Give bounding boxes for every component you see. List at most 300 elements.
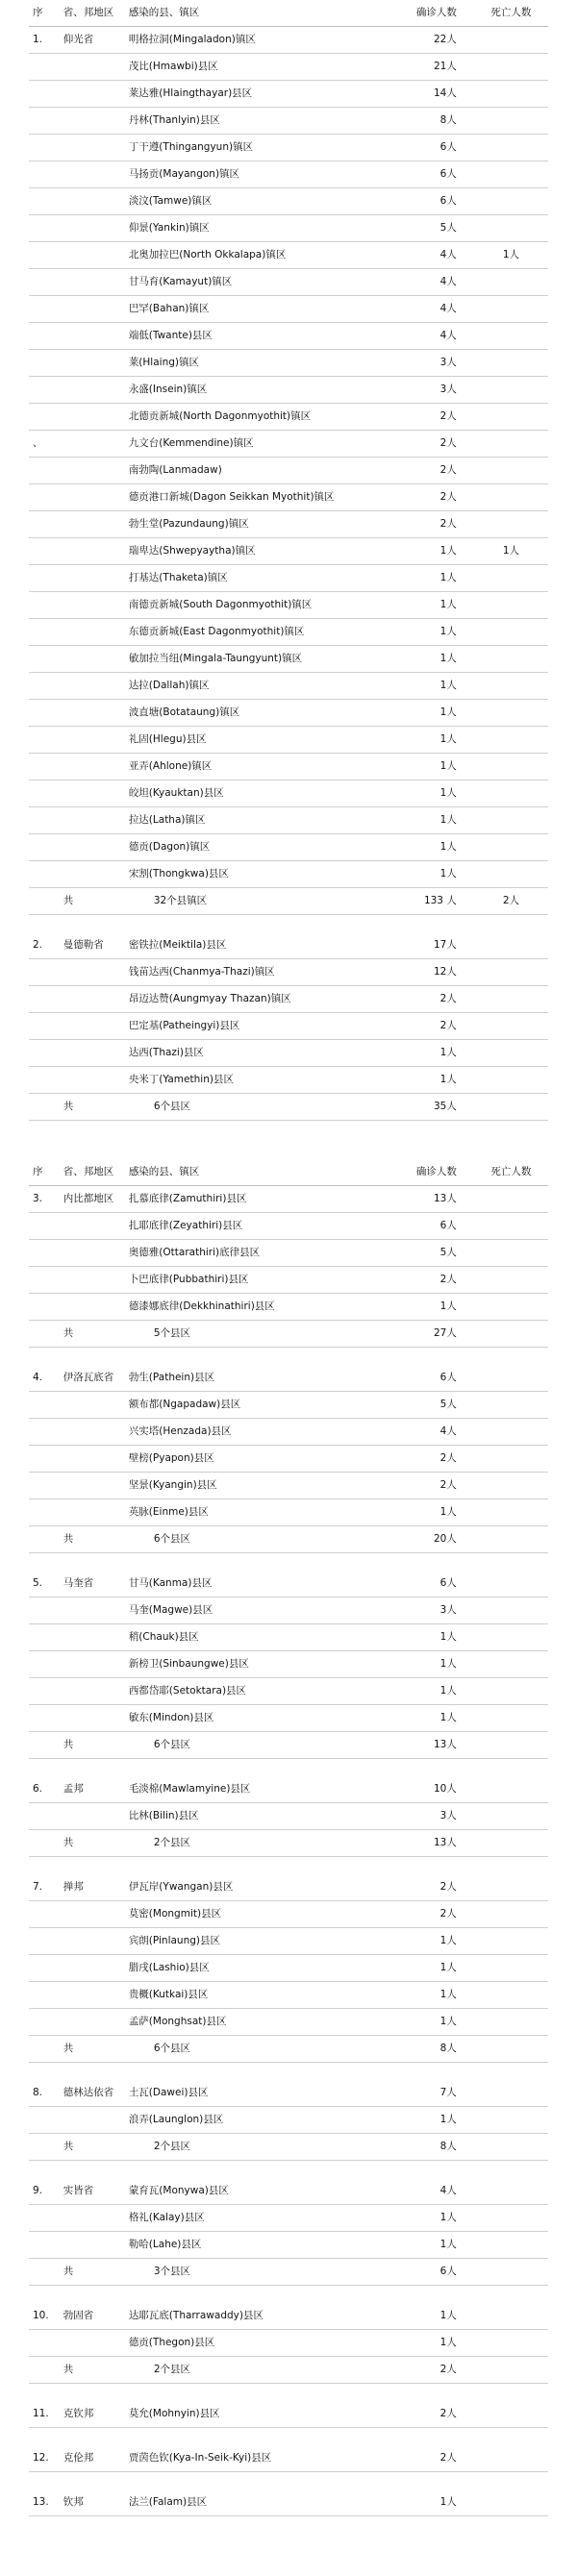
table-row [29,511,548,538]
spacer-cell [125,2472,407,2490]
spacer-row [29,2063,548,2081]
spacer-cell [29,1857,60,1875]
row-region [60,377,125,404]
row-confirmed: 4人 [407,242,474,269]
row-seq [29,81,60,108]
row-region [60,1392,125,1419]
table-row [29,1928,548,1955]
header-seq: 序 [29,0,60,27]
row-confirmed: 6人 [407,1365,474,1392]
row-seq: 1. [29,27,60,54]
row-township: 达拉(Dallah)镇区 [125,673,407,700]
row-deaths [474,1473,548,1499]
row-region [60,538,125,565]
row-deaths [474,484,548,511]
row-township: 淡汶(Tamwe)镇区 [125,188,407,215]
row-confirmed: 1人 [407,592,474,619]
row-township: 宋割(Thongkwa)县区 [125,861,407,888]
spacer-cell [474,2286,548,2304]
spacer-cell [474,1348,548,1366]
spacer-row [29,1348,548,1366]
total-spacer [29,1732,60,1759]
row-seq [29,1678,60,1705]
total-confirmed: 133 人 [407,888,474,915]
row-seq [29,754,60,780]
spacer-cell [29,2428,60,2446]
table-row [29,350,548,377]
row-deaths [474,646,548,673]
spacer-row [29,2384,548,2402]
spacer-row [29,2161,548,2179]
row-township: 马扬贡(Mayangon)镇区 [125,161,407,188]
row-deaths [474,673,548,700]
row-township: 莱(Hlaing)镇区 [125,350,407,377]
row-seq [29,2232,60,2259]
table-row [29,727,548,754]
row-deaths [474,619,548,646]
row-deaths: 1人 [474,538,548,565]
row-deaths [474,2009,548,2036]
row-deaths [474,1186,548,1213]
row-township: 额布都(Ngapadaw)县区 [125,1392,407,1419]
row-region [60,1419,125,1446]
row-seq: 11. [29,2401,60,2428]
table-row [29,1803,548,1830]
total-label: 共 [60,888,125,915]
row-deaths [474,2303,548,2330]
row-township: 仰景(Yankin)镇区 [125,215,407,242]
row-township: 巴定基(Patheingyi)县区 [125,1013,407,1040]
row-seq [29,2009,60,2036]
table-row [29,1365,548,1392]
cases-table-body [29,0,548,2516]
row-region: 克钦邦 [60,2401,125,2428]
row-township: 勒哈(Lahe)县区 [125,2232,407,2259]
row-confirmed: 17人 [407,932,474,959]
row-deaths [474,1446,548,1473]
row-seq [29,296,60,323]
spacer-row [29,1121,548,1160]
row-region [60,1678,125,1705]
row-township: 昂迈达赞(Aungmyay Thazan)镇区 [125,986,407,1013]
header-deaths: 死亡人数 [474,0,548,27]
total-label: 共 [60,1321,125,1348]
row-township: 格礼(Kalay)县区 [125,2205,407,2232]
total-spacer [29,1526,60,1553]
total-spacer [29,1094,60,1121]
row-deaths [474,215,548,242]
row-confirmed: 8人 [407,108,474,135]
row-confirmed: 2人 [407,2445,474,2472]
spacer-cell [60,2428,125,2446]
total-confirmed: 27人 [407,1321,474,1348]
row-township: 蒙育瓦(Monywa)县区 [125,2178,407,2205]
row-confirmed: 1人 [407,1499,474,1526]
header-region: 省、邦地区 [60,0,125,27]
table-row [29,2009,548,2036]
row-deaths [474,2445,548,2472]
row-confirmed: 2人 [407,1446,474,1473]
row-region [60,1499,125,1526]
row-confirmed: 1人 [407,2009,474,2036]
row-seq [29,404,60,431]
row-confirmed: 1人 [407,754,474,780]
row-deaths [474,2330,548,2357]
table-row [29,619,548,646]
spacer-cell [474,1759,548,1777]
row-region [60,959,125,986]
total-deaths [474,2357,548,2384]
row-confirmed: 2人 [407,458,474,484]
row-deaths [474,727,548,754]
table-row [29,1955,548,1982]
total-deaths [474,2134,548,2161]
spacer-cell [125,915,407,933]
row-deaths [474,458,548,484]
row-confirmed: 1人 [407,2107,474,2134]
table-row [29,27,548,54]
row-seq [29,1067,60,1094]
header-deaths: 死亡人数 [474,1159,548,1186]
row-confirmed: 1人 [407,1040,474,1067]
row-confirmed: 6人 [407,188,474,215]
row-region: 马奎省 [60,1571,125,1598]
row-township: 达耶瓦底(Tharrawaddy)县区 [125,2303,407,2330]
row-township: 卜巴底律(Pubbathiri)县区 [125,1267,407,1294]
spacer-row [29,1759,548,1777]
total-count: 2个县区 [125,2357,407,2384]
row-township: 甘马(Kanma)县区 [125,1571,407,1598]
header-confirmed: 确诊人数 [407,1159,474,1186]
row-confirmed: 21人 [407,54,474,81]
total-count: 2个县区 [125,2134,407,2161]
row-township: 永盛(Insein)镇区 [125,377,407,404]
row-region [60,1982,125,2009]
spacer-row [29,915,548,933]
row-region [60,431,125,458]
total-row [29,2259,548,2286]
row-region [60,323,125,350]
row-seq [29,1955,60,1982]
table-row [29,135,548,161]
row-region [60,1446,125,1473]
row-deaths [474,1598,548,1624]
row-region [60,2009,125,2036]
header-seq: 序 [29,1159,60,1186]
row-confirmed: 4人 [407,1419,474,1446]
total-confirmed: 35人 [407,1094,474,1121]
spacer-row [29,1553,548,1572]
spacer-cell [407,2428,474,2446]
row-confirmed: 14人 [407,81,474,108]
row-seq: 、 [29,431,60,458]
row-deaths [474,511,548,538]
row-deaths [474,807,548,834]
table-row [29,431,548,458]
row-township: 亚弄(Ahlone)镇区 [125,754,407,780]
total-count: 6个县区 [125,1094,407,1121]
row-confirmed: 4人 [407,2178,474,2205]
total-deaths [474,1732,548,1759]
spacer-cell [125,2286,407,2304]
total-row [29,1830,548,1857]
row-deaths [474,1067,548,1094]
total-deaths [474,1094,548,1121]
row-township: 拉达(Latha)镇区 [125,807,407,834]
row-seq [29,959,60,986]
spacer-cell [125,1121,407,1160]
row-township: 英脉(Einme)县区 [125,1499,407,1526]
row-region [60,2232,125,2259]
row-deaths [474,565,548,592]
row-region: 实皆省 [60,2178,125,2205]
row-region [60,1651,125,1678]
table-row [29,861,548,888]
row-deaths [474,296,548,323]
table-row [29,1013,548,1040]
spacer-cell [60,2384,125,2402]
row-confirmed: 2人 [407,1267,474,1294]
row-deaths [474,959,548,986]
spacer-cell [29,2286,60,2304]
table-row [29,188,548,215]
spacer-cell [474,1553,548,1572]
row-confirmed: 1人 [407,807,474,834]
spacer-cell [474,2428,548,2446]
row-confirmed: 6人 [407,135,474,161]
spacer-cell [407,1553,474,1572]
table-row [29,1267,548,1294]
row-deaths [474,188,548,215]
spacer-cell [60,915,125,933]
row-region [60,1901,125,1928]
row-seq [29,538,60,565]
table-row [29,215,548,242]
spacer-cell [60,1759,125,1777]
row-region [60,269,125,296]
total-confirmed: 6人 [407,2259,474,2286]
row-seq [29,511,60,538]
row-region [60,754,125,780]
row-confirmed: 1人 [407,2303,474,2330]
row-confirmed: 2人 [407,1013,474,1040]
row-township: 宾朗(Pinlaung)县区 [125,1928,407,1955]
row-township: 丹林(Thanlyin)县区 [125,108,407,135]
table-row [29,959,548,986]
total-deaths [474,1830,548,1857]
row-region [60,2107,125,2134]
spacer-cell [407,1857,474,1875]
row-region [60,108,125,135]
spacer-cell [474,915,548,933]
row-confirmed: 1人 [407,1067,474,1094]
total-row [29,2134,548,2161]
table-row [29,1240,548,1267]
row-seq [29,377,60,404]
row-confirmed: 1人 [407,1678,474,1705]
table-row [29,269,548,296]
row-region [60,780,125,807]
table-row [29,1186,548,1213]
table-row [29,754,548,780]
row-region [60,1598,125,1624]
header-region: 省、邦地区 [60,1159,125,1186]
row-region [60,1040,125,1067]
table-row [29,1678,548,1705]
row-confirmed: 12人 [407,959,474,986]
row-seq: 8. [29,2080,60,2107]
row-deaths [474,350,548,377]
spacer-cell [60,2286,125,2304]
row-confirmed: 2人 [407,2401,474,2428]
row-region [60,727,125,754]
row-seq [29,108,60,135]
row-township: 皎坦(Kyauktan)县区 [125,780,407,807]
table-row [29,108,548,135]
row-seq [29,1267,60,1294]
table-row [29,2080,548,2107]
spacer-cell [407,1348,474,1366]
row-seq [29,1013,60,1040]
row-region [60,861,125,888]
row-township: 孟萨(Monghsat)县区 [125,2009,407,2036]
spacer-cell [407,2063,474,2081]
row-deaths [474,932,548,959]
row-region [60,188,125,215]
row-seq: 10. [29,2303,60,2330]
row-region [60,1013,125,1040]
row-seq [29,54,60,81]
row-township: 九文台(Kemmendine)镇区 [125,431,407,458]
row-deaths [474,754,548,780]
row-confirmed: 22人 [407,27,474,54]
total-row [29,2357,548,2384]
row-township: 勃生堂(Pazundaung)镇区 [125,511,407,538]
row-seq [29,458,60,484]
spacer-cell [60,1121,125,1160]
spacer-cell [29,2384,60,2402]
row-township: 伊瓦岸(Ywangan)县区 [125,1874,407,1901]
row-seq [29,484,60,511]
row-seq [29,242,60,269]
row-deaths [474,1040,548,1067]
row-seq [29,1705,60,1732]
row-deaths [474,323,548,350]
row-deaths [474,1776,548,1803]
row-deaths [474,2205,548,2232]
spacer-cell [474,2161,548,2179]
table-row [29,242,548,269]
row-deaths [474,108,548,135]
row-region [60,619,125,646]
total-label: 共 [60,1526,125,1553]
table-row [29,2178,548,2205]
row-region [60,242,125,269]
row-confirmed: 1人 [407,2330,474,2357]
row-region [60,1705,125,1732]
row-seq: 2. [29,932,60,959]
total-count: 3个县区 [125,2259,407,2286]
table-row [29,2107,548,2134]
total-spacer [29,2036,60,2063]
table-row [29,834,548,861]
row-seq [29,215,60,242]
row-township: 莫允(Mohnyin)县区 [125,2401,407,2428]
row-region [60,673,125,700]
table-row [29,646,548,673]
spacer-cell [407,2472,474,2490]
row-confirmed: 1人 [407,2232,474,2259]
row-deaths [474,1240,548,1267]
row-region [60,565,125,592]
table-row [29,484,548,511]
total-deaths [474,2259,548,2286]
row-seq [29,269,60,296]
row-region [60,458,125,484]
row-region: 内比都地区 [60,1186,125,1213]
row-seq [29,1928,60,1955]
row-seq [29,1446,60,1473]
spacer-cell [29,2063,60,2081]
row-region [60,1240,125,1267]
row-confirmed: 1人 [407,565,474,592]
table-row [29,1624,548,1651]
row-deaths [474,1651,548,1678]
spacer-cell [125,2063,407,2081]
total-label: 共 [60,1830,125,1857]
row-seq [29,1598,60,1624]
row-township: 礼固(Hlegu)县区 [125,727,407,754]
total-deaths [474,2036,548,2063]
row-seq [29,188,60,215]
row-township: 德贡(Dagon)镇区 [125,834,407,861]
row-seq: 9. [29,2178,60,2205]
row-confirmed: 3人 [407,1803,474,1830]
row-township: 扎慕底律(Zamuthiri)县区 [125,1186,407,1213]
table-row [29,700,548,727]
row-seq [29,1473,60,1499]
table-row [29,1473,548,1499]
row-region [60,646,125,673]
row-deaths [474,2080,548,2107]
table-row [29,1705,548,1732]
spacer-cell [407,1759,474,1777]
total-label: 共 [60,1732,125,1759]
row-seq [29,1213,60,1240]
row-seq [29,1240,60,1267]
row-seq [29,1624,60,1651]
table-row [29,1901,548,1928]
row-seq [29,834,60,861]
table-row [29,1982,548,2009]
table-row [29,1874,548,1901]
total-count: 32个县镇区 [125,888,407,915]
spacer-cell [29,2161,60,2179]
row-confirmed: 4人 [407,323,474,350]
row-confirmed: 1人 [407,1624,474,1651]
row-seq [29,350,60,377]
row-township: 勃生(Pathein)县区 [125,1365,407,1392]
row-confirmed: 7人 [407,2080,474,2107]
row-deaths [474,81,548,108]
row-township: 贾茵色钦(Kya-In-Seik-Kyi)县区 [125,2445,407,2472]
row-township: 甘马育(Kamayut)镇区 [125,269,407,296]
row-township: 央米丁(Yamethin)县区 [125,1067,407,1094]
row-deaths [474,1803,548,1830]
row-region: 伊洛瓦底省 [60,1365,125,1392]
row-deaths [474,1705,548,1732]
row-township: 打基达(Thaketa)镇区 [125,565,407,592]
